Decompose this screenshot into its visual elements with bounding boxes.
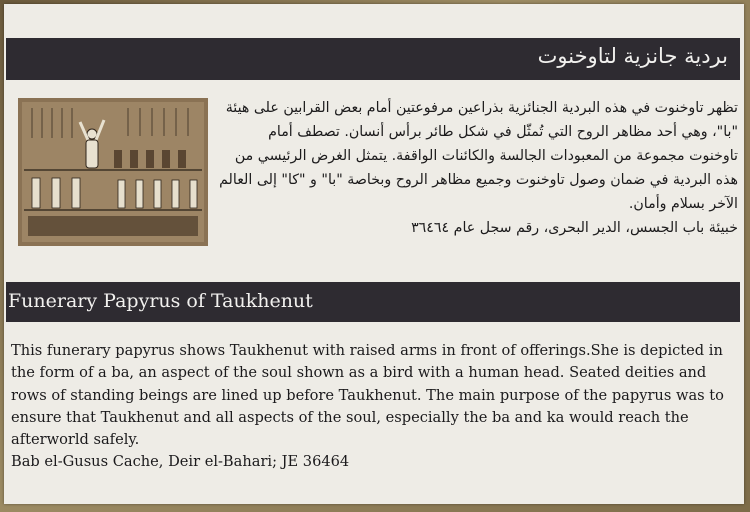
english-text-block (11, 340, 735, 474)
english-title: Funerary Papyrus of Taukhenut (8, 290, 313, 312)
english-description: This funerary papyrus shows Taukhenut with raised arms in front of offerings.She is depicted in the form of a ba, an aspect of the soul shown as a bird with a human head. Seated deities and rows of standing beings are lined up before Taukhenut. The main purpose of the papyrus was to ensure that Taukhenut and all aspects of the soul, especially the ba and ka would reach the afterworld safely. (11, 342, 724, 449)
arabic-provenance: خبيئة باب الجسس، الدير البحرى، رقم سجل عام ٣٦٤٦٤ (411, 220, 738, 236)
arabic-text-block (216, 96, 738, 240)
english-provenance: Bab el-Gusus Cache, Deir el-Bahari; JE 36464 (11, 453, 350, 471)
arabic-title-bar (6, 38, 740, 80)
english-title-bar (6, 282, 740, 322)
papyrus-image (18, 98, 208, 246)
arabic-title: بردية جانزية لتاوخنوت (537, 44, 728, 68)
museum-label-card (4, 4, 744, 504)
papyrus-illustration (18, 98, 208, 246)
arabic-description: تظهر تاوخنوت في هذه البردية الجنائزية بذراعين مرفوعتين أمام بعض القرابين على هيئة "با"، وهي أحد مظاهر الروح التي تُمثّل في شكل طائر برأس أنسان. تصطف أمام تاوخنوت مجموعة من المعبودات الجالسة والكائنات الواقفة. يتمثل الغرض الرئيسي من هذه البردية في ضمان وصول تاوخنوت وجميع مظاهر الروح وبخاصة "با" و "كا" إلى العالم الآخر بسلام وأمان. (219, 100, 738, 212)
